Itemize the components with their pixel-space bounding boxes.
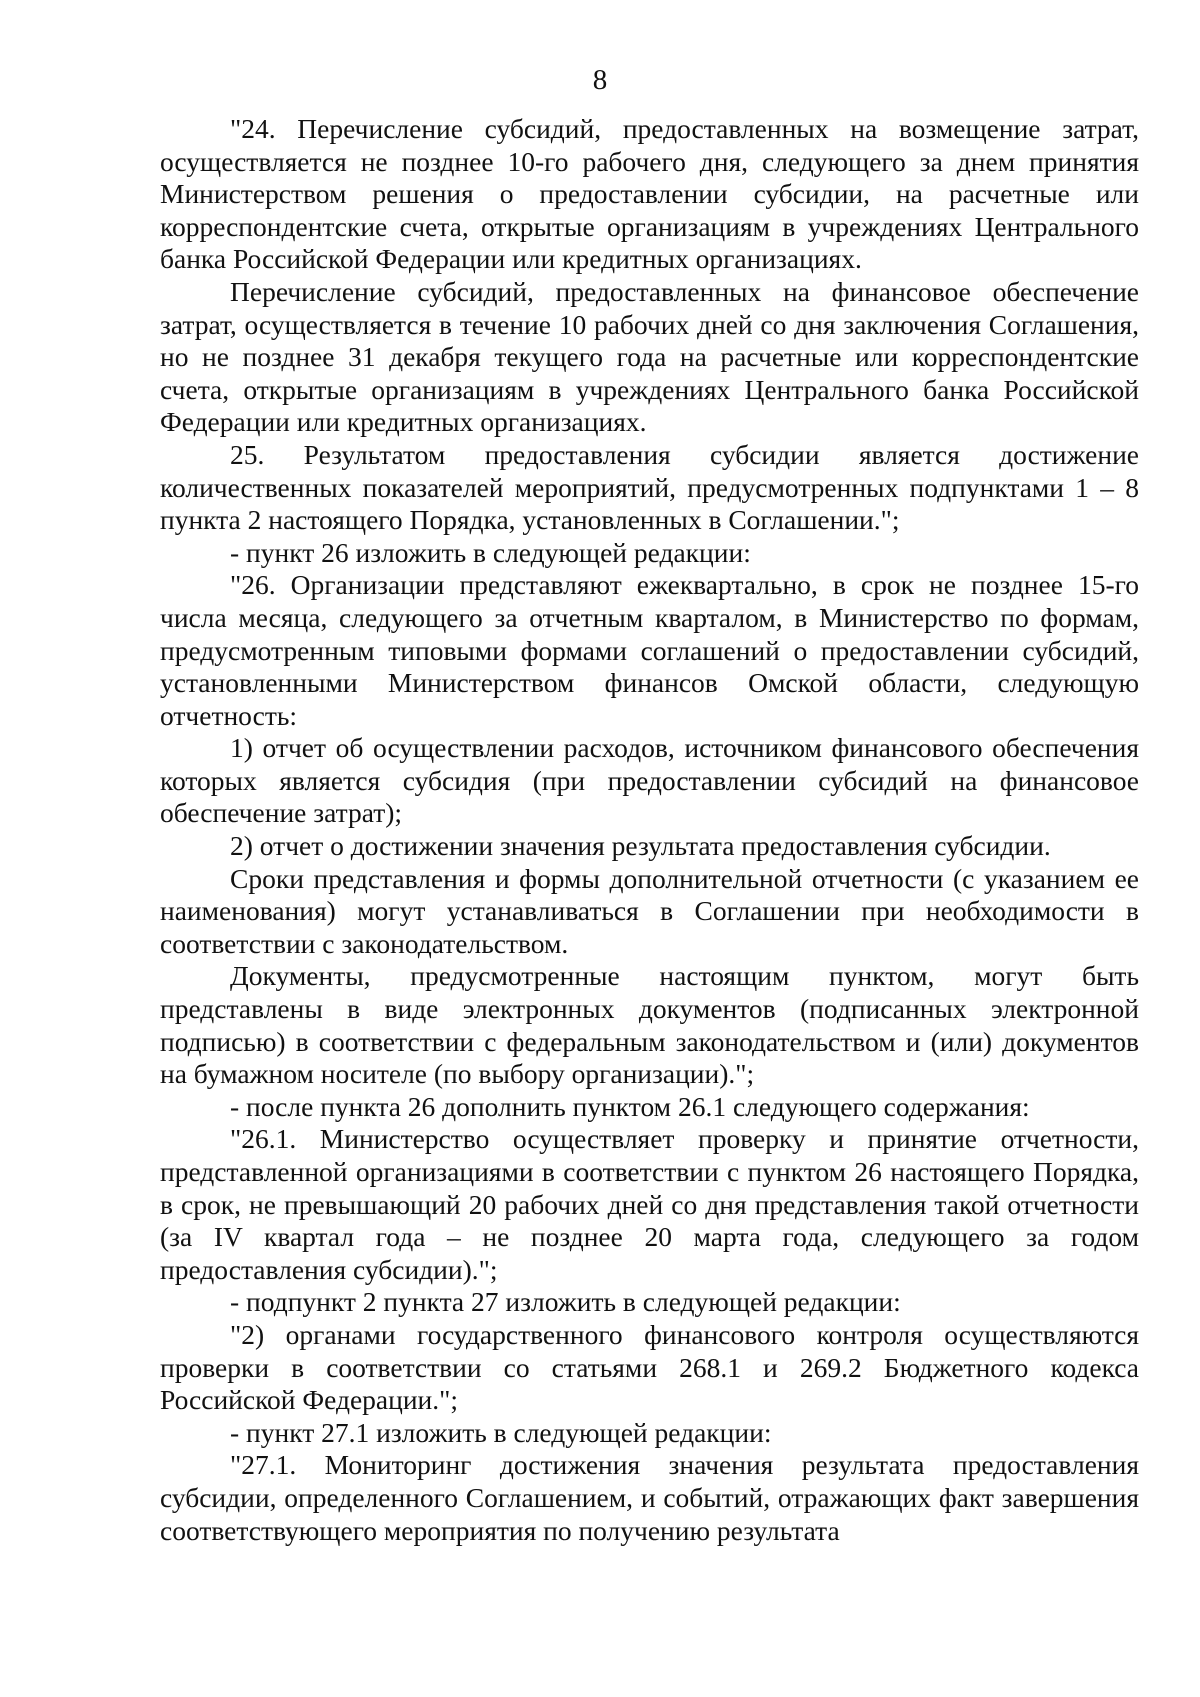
instruction-item-27-2: - подпункт 2 пункта 27 изложить в следующей редакции: [230, 1286, 901, 1318]
paragraph-24: "24. Перечисление субсидий, предоставленных на возмещение затрат, осуществляется не позднее 10-го рабочего дня, следующего за днем принятия Министерством решения о предоставлении субсидии, на расчетные или корреспондентские счета, открытые организациям в учреждениях Центрального банка Российской Федерации или кредитных организациях. [160, 113, 1139, 275]
instruction-item-26: - пункт 26 изложить в следующей редакции: [230, 536, 751, 568]
paragraph-26-documents: Документы, предусмотренные настоящим пунктом, могут быть представлены в виде электронных документов (подписанных электронной подписью) в соответствии с федеральным законодательством и (или) документов на бумажном носителе (по выбору организации)."; [160, 960, 1139, 1090]
paragraph-26-1: "26.1. Министерство осуществляет проверку и принятие отчетности, представленной организациями в соответствии с пунктом 26 настоящего Порядка, в срок, не превышающий 20 рабочих дней со дня представления такой отчетности (за IV квартал года – не позднее 20 марта года, следующего за годом предоставления субсидии)."; [160, 1123, 1139, 1285]
page-number: 8 [592, 64, 608, 96]
paragraph-26-deadlines: Сроки представления и формы дополнительной отчетности (с указанием ее наименования) могут устанавливаться в Соглашении при необходимости в соответствии с законодательством. [160, 862, 1139, 959]
paragraph-27-1: "27.1. Мониторинг достижения значения результата предоставления субсидии, определенного Соглашением, и событий, отражающих факт завершения соответствующего мероприятия по получению результата [160, 1449, 1139, 1546]
paragraph-24-continued: Перечисление субсидий, предоставленных на финансовое обеспечение затрат, осуществляется в течение 10 рабочих дней со дня заключения Соглашения, но не позднее 31 декабря текущего года на расчетные или корреспондентские счета, открытые организациям в учреждениях Центрального банка Российской Федерации или кредитных организациях. [160, 275, 1139, 438]
paragraph-27-2: "2) органами государственного финансового контроля осуществляются проверки в соответствии со статьями 268.1 и 269.2 Бюджетного кодекса Российской Федерации."; [160, 1318, 1139, 1416]
paragraph-25: 25. Результатом предоставления субсидии является достижение количественных показателей мероприятий, предусмотренных подпунктами 1 – 8 пункта 2 настоящего Порядка, установленных в Соглашении."; [160, 438, 1139, 536]
paragraph-26-item-1: 1) отчет об осуществлении расходов, источником финансового обеспечения которых является субсидия (при предоставлении субсидий на финансовое обеспечение затрат); [160, 732, 1139, 829]
instruction-item-26-1: - после пункта 26 дополнить пунктом 26.1 следующего содержания: [230, 1090, 1030, 1122]
instruction-item-27-1: - пункт 27.1 изложить в следующей редакции: [230, 1416, 772, 1448]
paragraph-26: "26. Организации представляют ежеквартально, в срок не позднее 15-го числа месяца, следующего за отчетным кварталом, в Министерство по формам, предусмотренным типовыми формами соглашений о предоставлении субсидий, установленными Министерством финансов Омской области, следующую отчетность: [160, 569, 1139, 731]
document-body [160, 113, 1139, 1547]
paragraph-26-item-2: 2) отчет о достижении значения результата предоставления субсидии. [230, 830, 1051, 862]
